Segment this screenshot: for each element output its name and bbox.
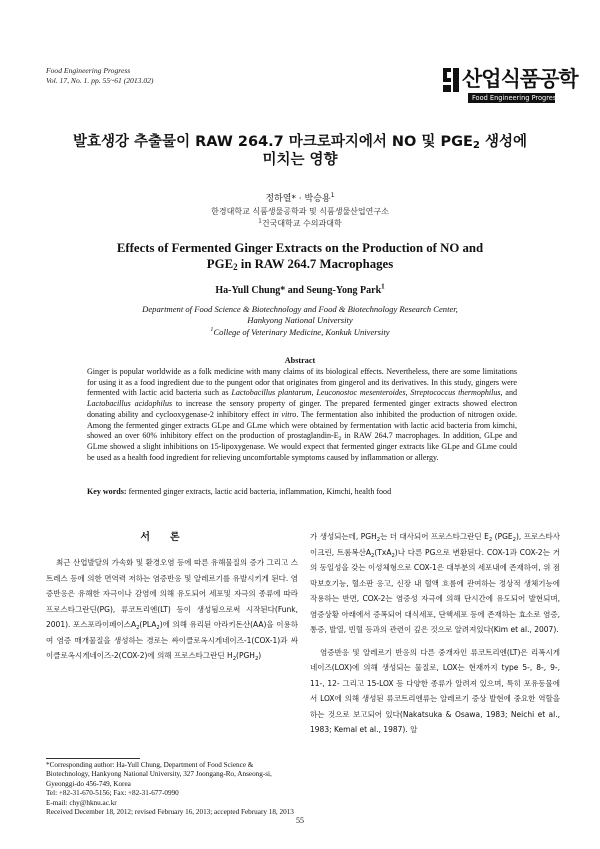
- keywords-text: fermented ginger extracts, lactic acid bacteria, inflammation, Kimchi, health food: [126, 487, 392, 496]
- keywords-label: Key words:: [87, 487, 127, 496]
- affiliation-ko-1: 한경대학교 식품생물공학과 및 식품생물산업연구소: [211, 207, 389, 216]
- journal-volume: Vol. 17, No. 1. pp. 55~61 (2013.02): [46, 75, 154, 85]
- logo-english-text: Food Engineering Progress: [472, 94, 560, 102]
- journal-logo-icon: [440, 66, 462, 94]
- logo-korean-text: 산업식품공학: [462, 67, 578, 91]
- paragraph-right-2: 염증반응 및 알레르기 반응의 다른 중개자인 류코트리엔(LT)은 리폭시게네이즈(LOX)에 의해 생성되는 물질로, LOX는 현재까지 type 5-, 8-, 9-, 11-, 12- 그리고 15-LOX 등 다양한 종류가 알려져 있으며, 특히 포유동물에서 LOX에 의해 생성된 류코트리엔류는 알레르기 증상 발현에 중요한 역할을 하는 것으로 보고되어 있다(Nakatsuka & Osawa, 1983; Neichi et al., 1983; Kemal et al., 1987). 알: [310, 647, 560, 734]
- title-korean-line1: 발효생강 추출물이 RAW 264.7 마크로파지에서 NO 및 $PGE_2$ 생성에: [72, 134, 528, 151]
- footnote-email: E-mail: chy@hknu.ac.kr: [46, 798, 117, 807]
- abstract-heading: Abstract: [284, 356, 316, 365]
- footnote-phone: Tel: +82-31-670-5156; Fax: +82-31-677-0990: [46, 789, 179, 798]
- journal-name: Food Engineering Progress: [46, 66, 131, 75]
- footnote: [46, 761, 298, 817]
- body-column-left: 최근 산업발달의 가속화 및 환경오염 등에 따른 유해물질의 증가 그리고 스트레스 등에 의한 면역력 저하는 염증반응 및 알레르기를 유발시키게 된다. 염증반응은 유해한 자극이나 감염에 의해 유도되어 세포및 자극의 종류에 따라 프로스타그란딘(PG), 류코트리엔(LT) 등이 생성됨으로써 시작된다(Funk, 2001). 포스포라이페이스$A_2(PLA_2)$에 의해 유리된 아라키돈산(AA)을 이용하여 염증 매개물질을 생성하는 경로는 싸이클로옥시게네이즈-1(COX-1)과 싸이클로옥시게네이즈-2(COX-2)에 의해 프로스타그란딘 $H_2(PGH_2)$: [46, 558, 298, 662]
- page-number: 55: [296, 816, 304, 825]
- journal-header: [46, 66, 153, 85]
- affiliation-en-2: Hankyong National University: [247, 315, 353, 326]
- title-korean-line2: 미치는 영향: [262, 152, 338, 168]
- section-heading-introduction: 서론: [140, 532, 200, 543]
- title-english-line2: $PGE_2$ in RAW 264.7 Macrophages: [206, 257, 394, 272]
- affiliations-korean: [40, 206, 560, 230]
- title-korean: [40, 133, 560, 169]
- affiliations-english: [40, 304, 560, 338]
- keywords: [87, 487, 517, 496]
- abstract-body: Ginger is popular worldwide as a folk medicine with many claims of its biological effects. Nevertheless, there are some limitations for using it as a food ingredient due to the pungent odor that originates from gingerol and its derivatives. In this study, gingers were fermented with lactic acid bacteria such as Lactobacillus plantarum, Leuconostoc mesenteroides, Streptococcus thermophilus, and Lactobacillus acidophilus to increase the sensory property of ginger. The prepared fermented ginger extracts showed electron donating ability and cyclooxygenase-2 inhibitory effect in vitro. The fermentation also inhibited the production of nitrogen oxide. Among the fermented ginger extracts GLpe and GLme which were obtained by fermentation with lactic acid bacteria from kimchi, showed an over 60% inhibitory effect on the production of prostaglandin-$E_2$ in RAW 264.7 macrophages. In addition, GLpe and GLme showed a slight inhibitions on 15-lipoxygenase. We would expect that fermented ginger extracts like GLpe and GLme could be used as a health food ingredient for relieving uncomfortable symptoms caused by inflammation or allergy.: [87, 367, 518, 462]
- title-english-line1: Effects of Fermented Ginger Extracts on the Production of NO and: [116, 241, 484, 255]
- footnote-rule: [46, 758, 140, 759]
- title-english: [40, 240, 560, 272]
- affiliation-ko-2: $^1$건국대학교 수의과대학: [258, 218, 342, 228]
- paragraph-right-1: 가 생성되는데, $PGH_2$는 더 대사되어 프로스타그란딘 $E_2$ $(PGE_2)$, 프로스타사이크린, 트롬복산$A_2(TxA_2)$나 다른 PG으로 변환된다. COX-1과 COX-2는 거의 동일성을 갖는 이성체형으로 COX-1은 대부분의 세포내에 존재하여, 위 점막보호기능, 혈소판 응고, 신장 내 혈액 흐름에 관여하는 정상적 생체기능에 작용하는 반면, COX-2는 염증성 자극에 의해 단시간에 유도되어 발현되며, 염증상황 아래에서 증폭되어 대식세포, 단핵세포 등에 존재하는 효소로 염증, 통증, 발열, 빈혈 등과의 관련이 깊은 것으로 알려져있다(Kim et al., 2007).: [310, 532, 560, 634]
- footnote-corresponding-author: *Corresponding author: Ha-Yull Chung, Department of Food Science & Biotechnology, Hankyong National University, 327 Joongang-Ro, Anseong-si, Gyeonggi-do 456-749, Korea: [46, 761, 272, 788]
- authors-english: Ha-Yull Chung* and Seung-Yong Park$^1$: [215, 282, 385, 296]
- authors-korean: 정하열* · 박승용$^1$: [265, 192, 335, 204]
- affiliation-en-1: Department of Food Science & Biotechnology and Food & Biotechnology Research Center,: [142, 304, 458, 314]
- footnote-received: Received December 18, 2012; revised February 16, 2013; accepted February 18, 2013: [46, 808, 294, 817]
- journal-logo: [440, 63, 578, 109]
- affiliation-en-3: $^1$College of Veterinary Medicine, Konkuk University: [210, 326, 390, 337]
- body-column-right: [310, 529, 560, 738]
